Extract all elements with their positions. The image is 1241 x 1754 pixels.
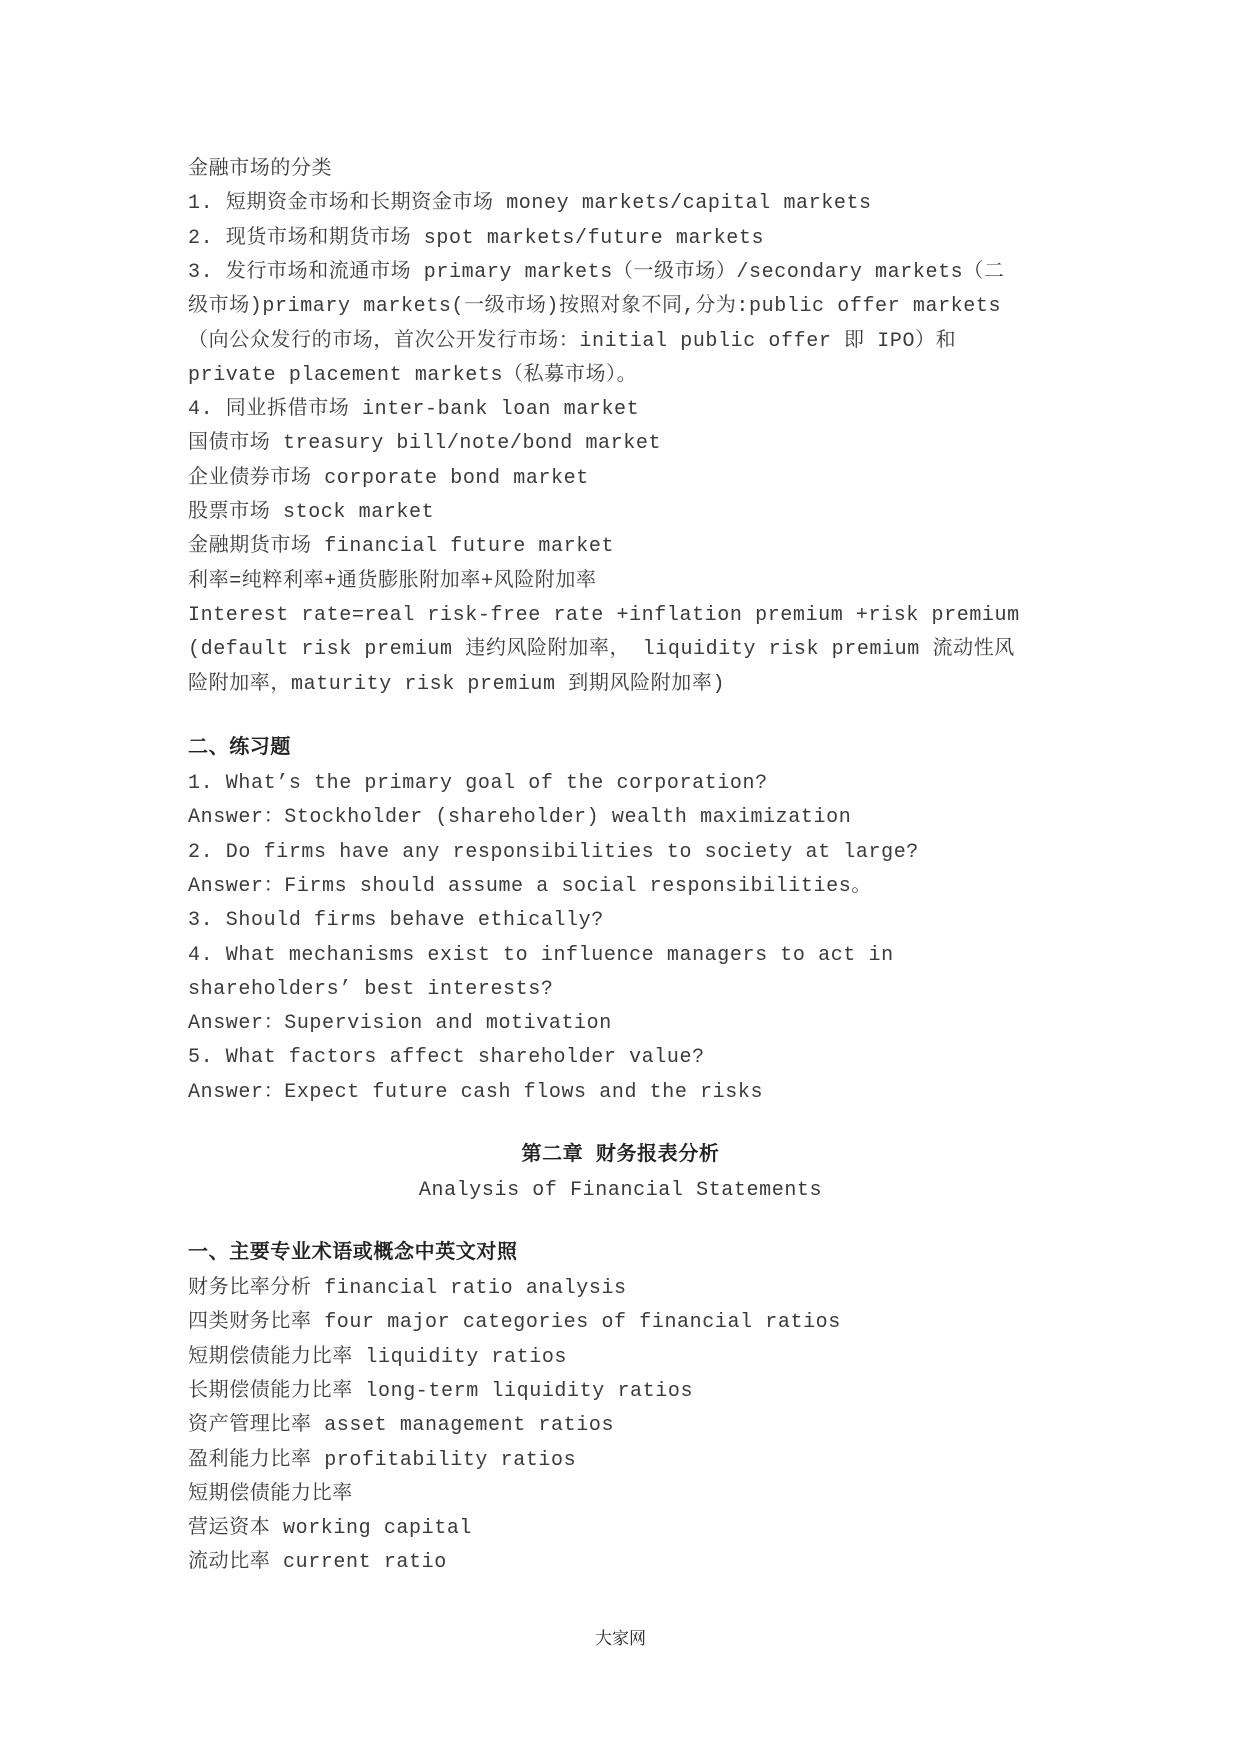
- text-line: 4. 同业拆借市场 inter-bank loan market: [188, 398, 640, 422]
- text-line: 险附加率，maturity risk premium 到期风险附加率): [188, 672, 726, 696]
- text-line: 短期偿债能力比率: [188, 1482, 353, 1506]
- exercises-heading: 二、练习题: [188, 737, 291, 760]
- text-line: 1. What’s the primary goal of the corporation?: [188, 772, 768, 795]
- text-line: 四类财务比率 four major categories of financial ratios: [188, 1311, 841, 1335]
- text-line: 长期偿债能力比率 long-term liquidity ratios: [188, 1379, 694, 1403]
- text-line: 财务比率分析 financial ratio analysis: [188, 1277, 627, 1300]
- text-line: 金融期货市场 financial future market: [188, 535, 615, 559]
- text-line: 股票市场 stock market: [188, 501, 435, 524]
- chapter-title-en: Analysis of Financial Statements: [418, 1179, 823, 1202]
- text-line: 利率=纯粹利率+通货膨胀附加率+风险附加率: [188, 569, 597, 593]
- text-line: Answer：Stockholder (shareholder) wealth maximization: [188, 806, 852, 830]
- text-line: 2. Do firms have any responsibilities to society at large?: [188, 840, 919, 864]
- text-line: 企业债券市场 corporate bond market: [188, 466, 589, 490]
- text-line: 1. 短期资金市场和长期资金市场 money markets/capital markets: [188, 192, 872, 216]
- text-line: 盈利能力比率 profitability ratios: [188, 1448, 577, 1472]
- text-line: 短期偿债能力比率 liquidity ratios: [188, 1345, 568, 1369]
- text-line: private placement markets（私募市场）。: [188, 363, 638, 387]
- text-line: 流动比率 current ratio: [188, 1551, 447, 1575]
- text-line: 2. 现货市场和期货市场 spot markets/future markets: [188, 226, 765, 250]
- text-line: （向公众发行的市场，首次公开发行市场：initial public offer 即 IPO）和: [188, 329, 957, 353]
- text-line: 国债市场 treasury bill/note/bond market: [188, 432, 662, 456]
- terms-heading: 一、主要专业术语或概念中英文对照: [188, 1242, 518, 1265]
- text-line: Answer：Supervision and motivation: [188, 1012, 612, 1036]
- text-line: 5. What factors affect shareholder value?: [188, 1046, 705, 1070]
- text-line: (default risk premium 违约风险附加率， liquidity risk premium 流动性风: [188, 638, 1015, 662]
- text-line: 3. 发行市场和流通市场 primary markets（一级市场）/secondary markets（二: [188, 260, 1005, 284]
- text-line: Answer：Expect future cash flows and the risks: [188, 1080, 764, 1104]
- text-line: Interest rate=real risk-free rate +inflation premium +risk premium: [188, 603, 1020, 627]
- chapter-title-cn: 第二章 财务报表分析: [521, 1144, 720, 1167]
- page-footer: 大家网: [595, 1629, 646, 1649]
- text-line: 4. What mechanisms exist to influence managers to act in: [188, 943, 894, 967]
- text-line: 营运资本 working capital: [188, 1517, 473, 1541]
- text-line: 资产管理比率 asset management ratios: [188, 1414, 615, 1438]
- text-line: Answer：Firms should assume a social responsibilities。: [188, 874, 872, 898]
- text-line: 金融市场的分类: [188, 158, 333, 181]
- text-line: 3. Should firms behave ethically?: [188, 909, 604, 933]
- text-line: 级市场)primary markets(一级市场)按照对象不同,分为:public offer markets: [188, 295, 1002, 319]
- text-line: shareholders’ best interests?: [188, 977, 554, 1001]
